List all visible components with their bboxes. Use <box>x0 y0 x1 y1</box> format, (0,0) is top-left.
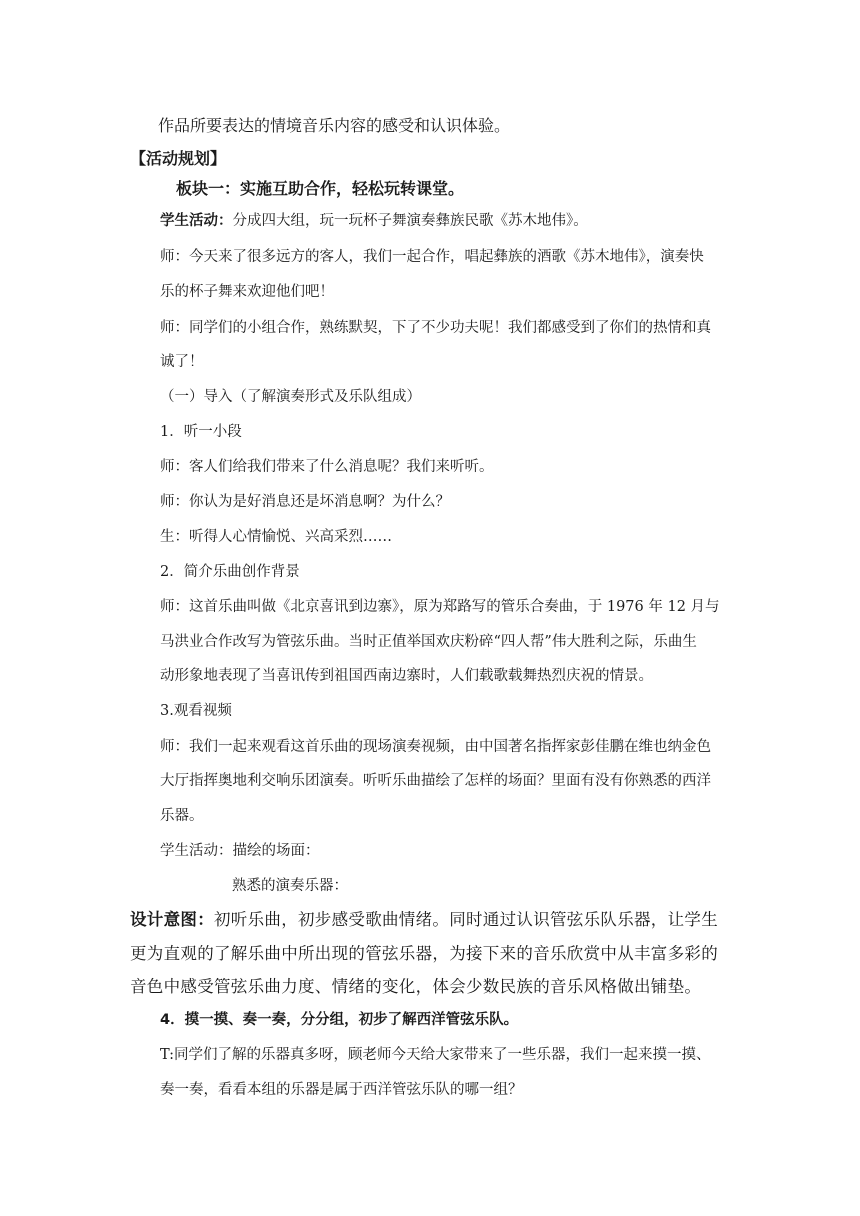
paragraph-line: 大厅指挥奥地利交响乐团演奏。听听乐曲描绘了怎样的场面？里面有没有你熟悉的西洋 <box>160 773 711 789</box>
paragraph-line: 生：听得人心情愉悦、兴高采烈…… <box>160 529 392 545</box>
design-intent-line <box>130 912 718 929</box>
design-intent-label: 设计意图： <box>130 910 214 929</box>
paragraph-line: 师：今天来了很多远方的客人，我们一起合作，唱起彝族的酒歌《苏木地伟》，演奏快 <box>160 249 704 265</box>
paragraph-line: 作品所要表达的情境音乐内容的感受和认识体验。 <box>158 116 511 135</box>
paragraph-line: T:同学们了解的乐器真多呀，顾老师今天给大家带来了一些乐器，我们一起来摸一摸、 <box>160 1047 711 1063</box>
paragraph-line: 师：这首乐曲叫做《北京喜讯到边寨》，原为郑路写的管乐合奏曲，于 1976 年 12 月与 <box>160 599 720 615</box>
paragraph-line: 奏一奏，看看本组的乐器是属于西洋管弦乐队的哪一组？ <box>160 1082 523 1098</box>
paragraph-line: 师：同学们的小组合作，熟练默契，下了不少功夫呢！我们都感受到了你们的热情和真 <box>160 320 711 336</box>
paragraph-line: 马洪业合作改写为管弦乐曲。当时正值举国欢庆粉碎“四人帮”伟大胜利之际，乐曲生 <box>160 634 697 650</box>
block-heading: 板块一：实施互助合作，轻松玩转课堂。 <box>176 179 465 198</box>
paragraph-line: 学生活动：描绘的场面： <box>160 843 320 859</box>
list-heading: 2．简介乐曲创作背景 <box>160 564 300 580</box>
design-intent-line: 音色中感受管弦乐曲力度、情绪的变化，体会少数民族的音乐风格做出铺垫。 <box>130 977 702 996</box>
paragraph-line: 诚了！ <box>160 354 204 370</box>
paragraph-line: 乐器。 <box>160 808 204 824</box>
paragraph-line: 师：我们一起来观看这首乐曲的现场演奏视频，由中国著名指挥家彭佳鹏在维也纳金色 <box>160 739 711 755</box>
design-intent-text: 初听乐曲，初步感受歌曲情绪。同时通过认识管弦乐队乐器，让学生 <box>214 910 718 929</box>
activity-label: 学生活动： <box>160 213 233 229</box>
paragraph-line: 师：你认为是好消息还是坏消息啊？为什么？ <box>160 494 450 510</box>
paragraph-line: 动形象地表现了当喜讯传到祖国西南边寨时，人们载歌载舞热烈庆祝的情景。 <box>160 668 653 684</box>
list-heading: 1．听一小段 <box>160 424 242 440</box>
list-heading: 4．摸一摸、奏一奏，分分组，初步了解西洋管弦乐队。 <box>160 1012 519 1028</box>
paragraph-line: （一）导入（了解演奏形式及乐队组成） <box>160 389 421 405</box>
paragraph-line: 师：客人们给我们带来了什么消息呢？我们来听听。 <box>160 459 494 475</box>
paragraph-line: 熟悉的演奏乐器： <box>232 878 348 894</box>
list-heading: 3.观看视频 <box>160 703 232 719</box>
paragraph-line: 乐的杯子舞来欢迎他们吧！ <box>160 284 334 300</box>
design-intent-line: 更为直观的了解乐曲中所出现的管弦乐器，为接下来的音乐欣赏中从丰富多彩的 <box>130 944 718 963</box>
section-heading: 【活动规划】 <box>130 149 227 168</box>
paragraph-line <box>160 214 588 229</box>
activity-text: 分成四大组，玩一玩杯子舞演奏彝族民歌《苏木地伟》。 <box>232 213 588 229</box>
